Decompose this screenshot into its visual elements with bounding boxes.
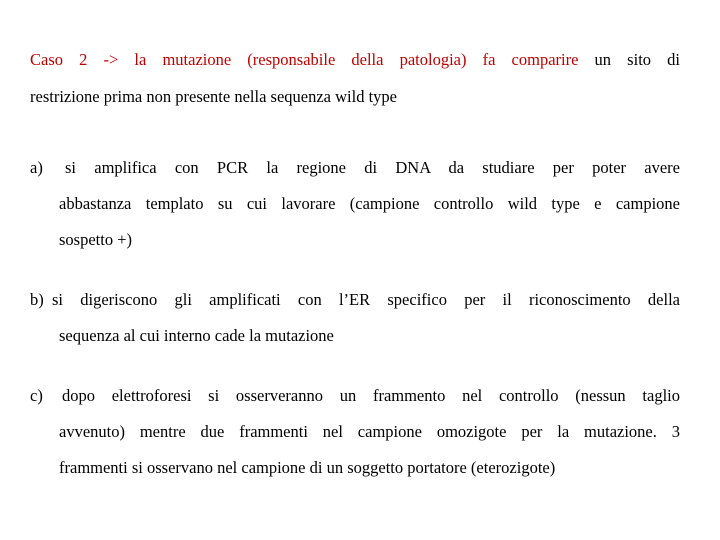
step-a-line-1: si amplifica con PCR la regione di DNA da studiare per poter avere <box>65 158 680 177</box>
step-a-line-2: abbastanza templato su cui lavorare (campione controllo wild type e campione <box>59 194 680 213</box>
intro-line-2: restrizione prima non presente nella sequenza wild type <box>30 87 397 106</box>
step-a-marker: a) <box>30 158 43 177</box>
step-c-line-1: dopo elettroforesi si osserveranno un frammento nel controllo (nessun taglio <box>62 386 680 405</box>
intro-prefix: Caso 2 -> la mutazione (responsabile della patologia) fa <box>30 50 512 69</box>
step-c-line-2: avvenuto) mentre due frammenti nel campione omozigote per la mutazione. 3 <box>59 422 680 441</box>
step-b-line-1: si digeriscono gli amplificati con l’ER specifico per il riconoscimento della <box>52 290 680 309</box>
intro-line-1 <box>30 50 680 70</box>
step-c-marker: c) <box>30 386 43 405</box>
step-b-marker: b) <box>30 290 44 309</box>
step-a-line-3: sospetto +) <box>59 230 133 249</box>
intro-suffix: un sito di <box>578 50 680 69</box>
step-b-line-2: sequenza al cui interno cade la mutazione <box>59 326 334 345</box>
intro-highlight: comparire <box>511 50 579 69</box>
step-c-line-3: frammenti si osservano nel campione di un soggetto portatore (eterozigote) <box>59 458 556 477</box>
